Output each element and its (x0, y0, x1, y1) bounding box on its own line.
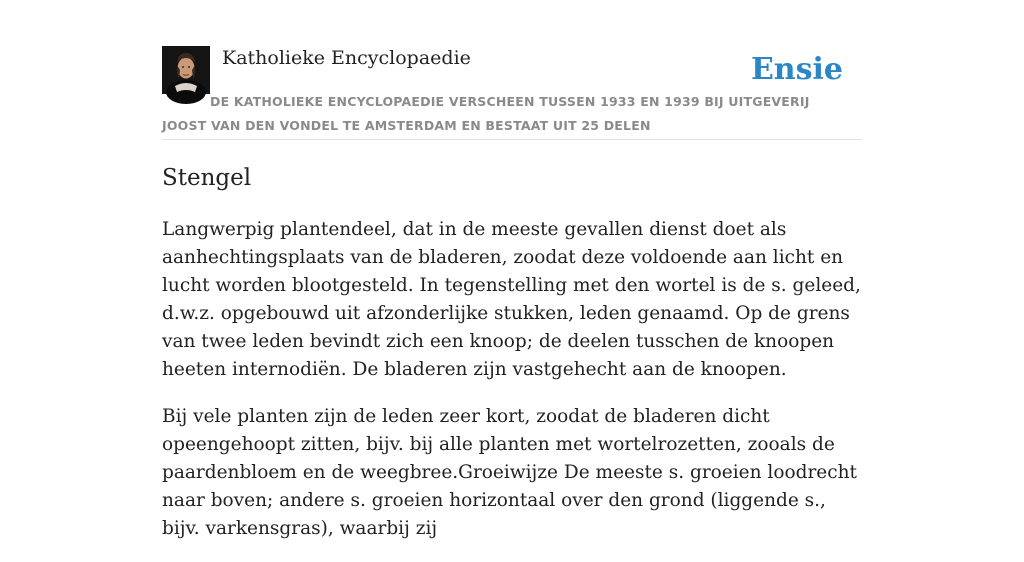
site-header (162, 46, 862, 140)
ensie-logo[interactable]: Ensie (750, 52, 843, 87)
article-body (162, 216, 862, 562)
article-paragraph: Bij vele planten zijn de leden zeer kort, zoodat de bladeren dicht opeengehoopt zitten, bijv. bij alle planten met wortelrozetten, zooals de paardenbloem en de weegbree.Groeiwijze De meeste s. groeien loodrecht naar boven; andere s. groeien horizontaal over den grond (liggende s., bijv. varkensgras), waarbij zij (162, 406, 857, 539)
article-paragraph: Langwerpig plantendeel, dat in de meeste gevallen dienst doet als aanhechtingsplaats van de bladeren, zoodat deze voldoende aan licht en lucht worden blootgesteld. In tegenstelling met den wortel is de s. geleed, d.w.z. opgebouwd uit afzonderlijke stukken, leden genaamd. Op de grens van twee leden bevindt zich een knoop; de deelen tusschen de knoopen heeten internodiën. De bladeren zijn vastgehecht aan de knoopen. (162, 219, 861, 380)
source-avatar[interactable] (162, 46, 210, 94)
source-title[interactable]: Katholieke Encyclopaedie (222, 47, 471, 69)
portrait-image (162, 46, 210, 94)
source-description: DE KATHOLIEKE ENCYCLOPAEDIE VERSCHEEN TUSSEN 1933 EN 1939 BIJ UITGEVERIJ JOOST VAN DEN VONDEL TE AMSTERDAM EN BESTAAT UIT 25 DELEN (162, 94, 810, 133)
article-title: Stengel (162, 165, 252, 191)
